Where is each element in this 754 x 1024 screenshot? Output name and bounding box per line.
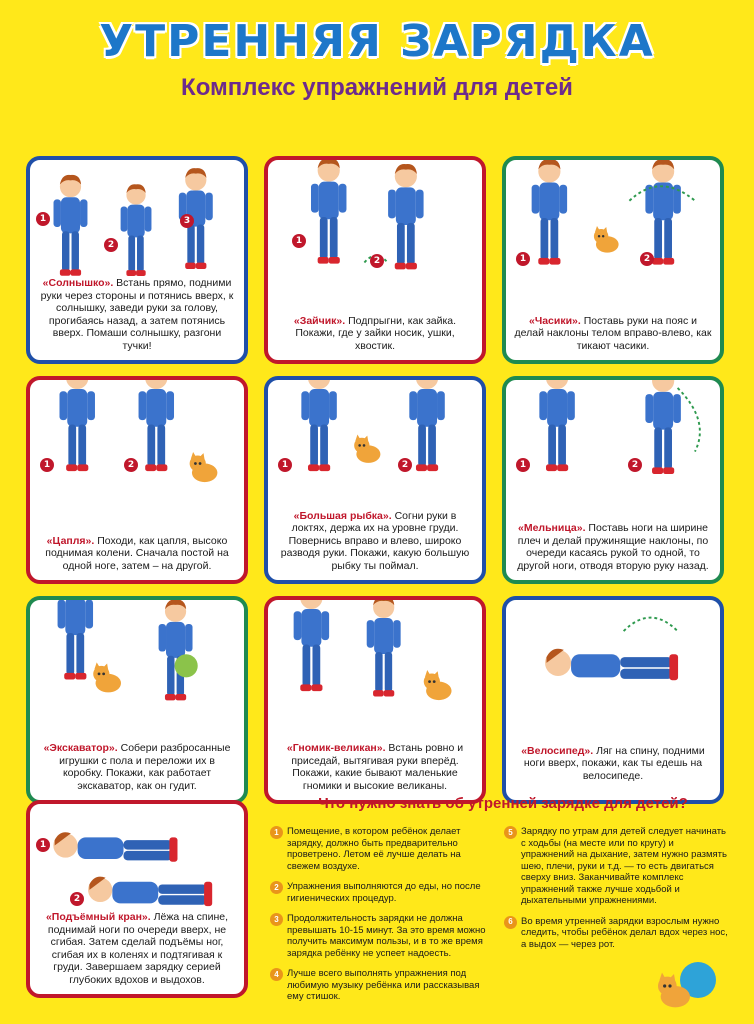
exercise-card-bunny [264, 156, 486, 364]
tip-number: 3 [270, 913, 283, 926]
exercise-caption [276, 315, 474, 353]
exercise-caption [276, 510, 474, 573]
exercise-card-bicycle [502, 596, 724, 804]
exercise-caption [38, 911, 236, 986]
step-number-2: 2 [640, 252, 654, 266]
tip-item [270, 968, 495, 1003]
exercise-name: «Часики». [528, 314, 581, 327]
tips-column-right [504, 826, 729, 959]
exercise-card-clock [502, 156, 724, 364]
step-number-1: 1 [40, 458, 54, 472]
exercise-text: Лёжа на спине, поднимай ноги по очереди вверх, не сгибая. Затем сделай подъёмы ног, сгибая их в коленях и подтягивая к груди. Завершаем зарядку серией глубоких вдохов и выдохов. [47, 911, 229, 986]
exercise-name: «Зайчик». [293, 314, 346, 327]
exercise-text: Ляг на спину, подними ноги вверх, покажи, как ты едешь на велосипеде. [523, 744, 705, 782]
exercise-text: Поставь руки на пояс и делай наклоны телом вправо-влево, как тикают часики. [514, 314, 712, 352]
exercise-name: «Цапля». [46, 534, 95, 547]
exercise-text: Подпрыгни, как зайка. Покажи, где у зайки носик, ушки, хвостик. [295, 314, 457, 352]
clock-illustration [506, 160, 720, 282]
cat-with-yarn-decoration [648, 950, 728, 1010]
exercise-card-big-fish [264, 376, 486, 584]
exercise-name: «Гномик-великан». [286, 742, 386, 754]
crane-illustration [30, 804, 244, 926]
exercise-text: Встань ровно и приседай, вытягивая руки вперёд. Покажи, какие бывают маленькие гномики и высокие великаны. [291, 742, 464, 792]
tip-item [504, 916, 729, 951]
tip-item [270, 826, 495, 872]
tip-text: Зарядку по утрам для детей следует начинать с ходьбы (на месте или по кругу) и упражнений на дыхание, затем нужно размять шею, плечи, руки и т.д. — то есть двигаться сверху вниз. Заканчивайте комплекс упражнений также лучше ходьбой и дыхательными упражнениями. [521, 826, 727, 906]
tip-item [504, 826, 729, 907]
step-number-2: 2 [398, 458, 412, 472]
step-number-1: 1 [278, 458, 292, 472]
tip-item [270, 881, 495, 904]
exercise-card-crane [26, 800, 248, 998]
tip-text: Во время утренней зарядки взрослым нужно следить, чтобы ребёнок делал вдох через нос, а выдох — через рот. [521, 915, 728, 950]
exercise-caption [38, 742, 236, 792]
page-title: УТРЕННЯЯ ЗАРЯДКА [99, 16, 655, 67]
exercise-card-sunshine [26, 156, 248, 364]
tip-text: Продолжительность зарядки не должна превышать 10-15 минут. За это время можно получить максимум пользы, и в то же время зарядка ребёнку не успеет надоесть. [287, 913, 486, 959]
exercise-caption [38, 535, 236, 573]
step-number-2: 2 [104, 238, 118, 252]
tip-number: 6 [504, 916, 517, 929]
tip-text: Упражнения выполняются до еды, но после гигиенических процедур. [287, 881, 481, 904]
info-heading: Что нужно знать об утренней зарядке для детей? [318, 795, 688, 812]
tip-number: 1 [270, 826, 283, 839]
exercise-name: «Велосипед». [521, 744, 594, 757]
step-number-1: 1 [36, 838, 50, 852]
tip-text: Лучше всего выполнять упражнения под любимую музыку ребёнка или рассказывая ему стишок. [287, 968, 480, 1002]
step-number-1: 1 [516, 458, 530, 472]
step-number-3: 3 [180, 214, 194, 228]
exercise-text: Собери разбросанные игрушки с пола и переложи их в коробку. Покажи, как работает экскаватор, как он гудит. [59, 742, 231, 792]
exercise-card-excavator [26, 596, 248, 804]
page-subtitle: Комплекс упражнений для детей [181, 74, 573, 101]
tip-number: 5 [504, 826, 517, 839]
excavator-illustration [30, 600, 244, 722]
exercise-name: «Солнышко». [42, 277, 114, 289]
exercise-name: «Подъёмный кран». [45, 911, 151, 923]
exercise-card-mill [502, 376, 724, 584]
gnome-giant-illustration [268, 600, 482, 722]
tip-item [270, 913, 495, 959]
tip-number: 4 [270, 968, 283, 981]
exercise-caption [276, 742, 474, 792]
exercise-name: «Мельница». [517, 522, 586, 534]
exercise-caption [514, 745, 712, 783]
bicycle-illustration [506, 600, 720, 722]
step-number-1: 1 [516, 252, 530, 266]
exercise-card-gnome-giant [264, 596, 486, 804]
exercise-text: Поставь ноги на ширине плеч и делай пружинящие наклоны, по очереди касаясь рукой то одной, то другой ноги, отводя вторую руку назад. [517, 522, 709, 572]
tips-column-left [270, 826, 495, 1012]
exercise-text: Встань прямо, подними руки через стороны и потянись вверх, к солнышку, заведи руки за голову, прогибаясь назад, а затем потянись вверх. Помаши солнышку, разгони тучки! [40, 277, 234, 352]
exercise-caption [38, 277, 236, 352]
step-number-2: 2 [70, 892, 84, 906]
exercise-name: «Большая рыбка». [293, 509, 392, 522]
tip-text: Помещение, в котором ребёнок делает зарядку, должно быть предварительно проветрено. Летом её лучше делать на свежем воздухе. [287, 826, 461, 872]
step-number-2: 2 [370, 254, 384, 268]
exercise-caption [514, 315, 712, 353]
heron-illustration [30, 380, 244, 502]
step-number-1: 1 [36, 212, 50, 226]
exercise-card-heron [26, 376, 248, 584]
exercise-text: Походи, как цапля, высоко поднимая колени. Сначала постой на одной ноге, затем – на другой. [45, 534, 229, 572]
step-number-2: 2 [628, 458, 642, 472]
exercise-text: Согни руки в локтях, держа их на уровне груди. Повернись вправо и влево, широко разводя руки. Покажи, какую большую рыбку ты поймал. [280, 509, 470, 572]
step-number-1: 1 [292, 234, 306, 248]
sunshine-illustration [30, 160, 244, 282]
exercise-name: «Экскаватор». [43, 742, 118, 754]
mill-illustration [506, 380, 720, 502]
big-fish-illustration [268, 380, 482, 502]
exercise-caption [514, 522, 712, 572]
step-number-2: 2 [124, 458, 138, 472]
tip-number: 2 [270, 881, 283, 894]
